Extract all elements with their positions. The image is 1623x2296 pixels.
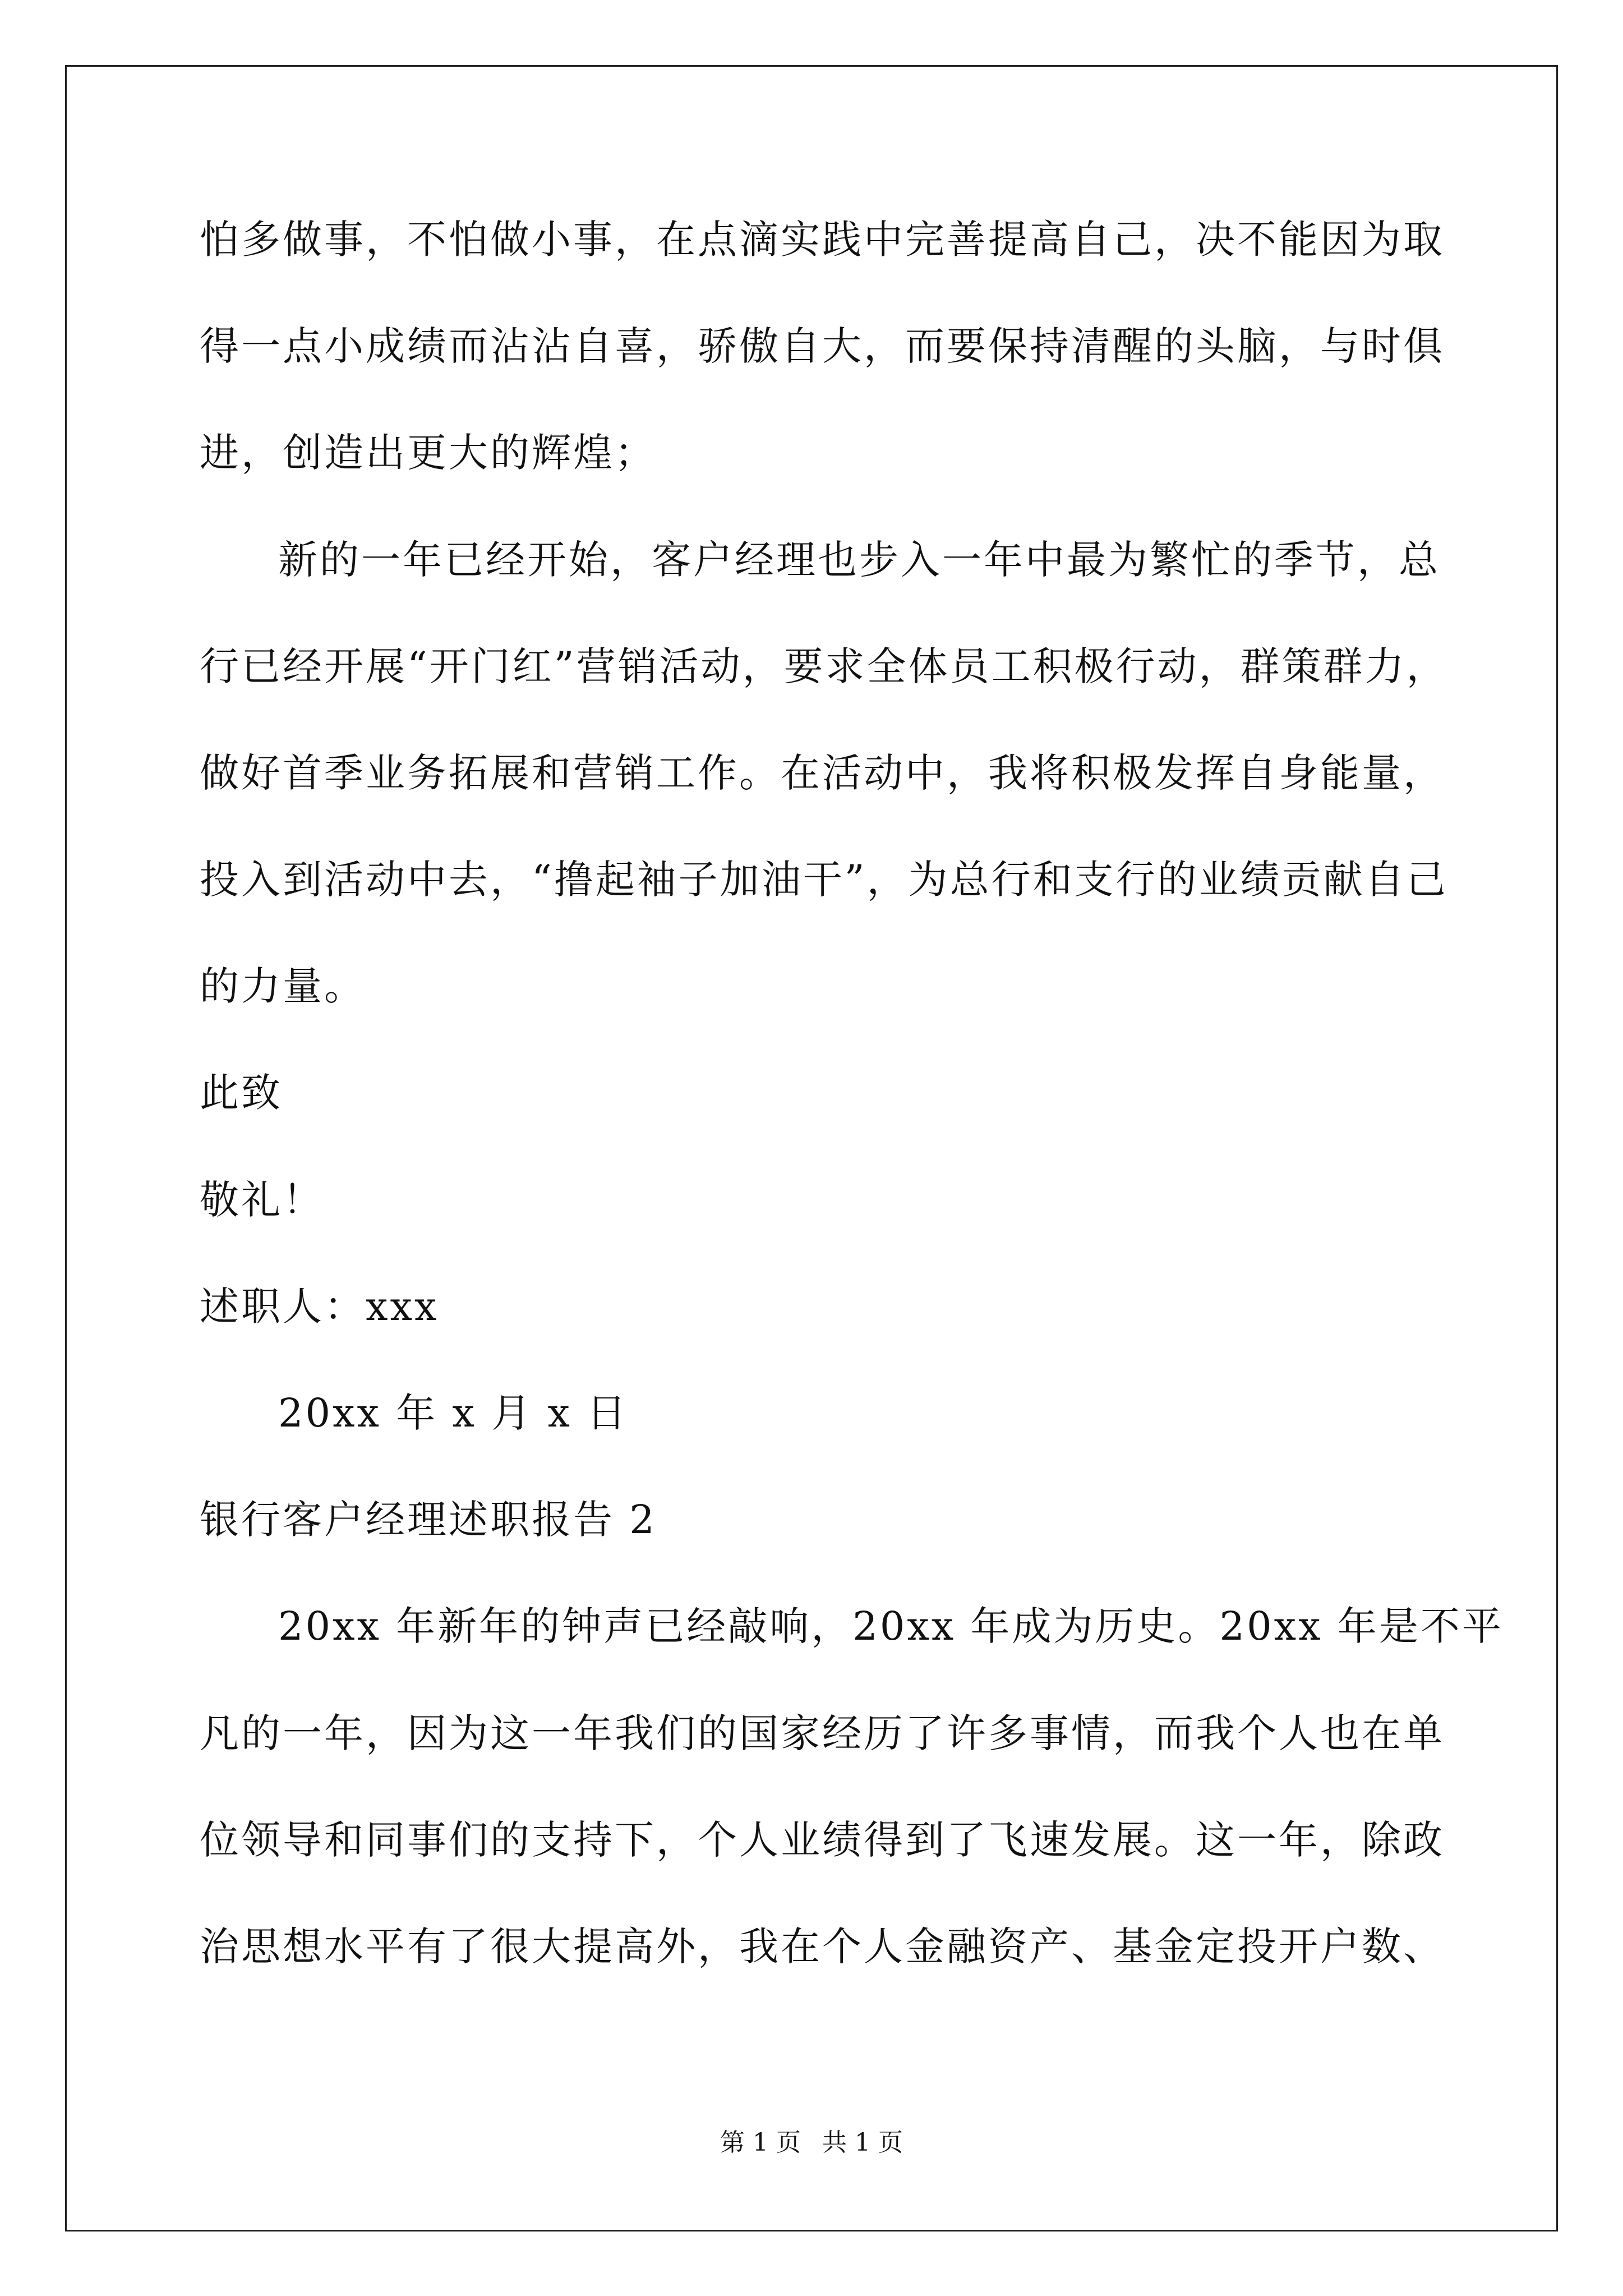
page-border [65, 65, 1558, 2231]
paragraph-line-6: 做好首季业务拓展和营销工作。在活动中，我将积极发挥自身能量， [200, 750, 1445, 796]
paragraph-line-1: 怕多做事，不怕做小事，在点滴实践中完善提高自己，决不能因为取 [200, 217, 1445, 263]
paragraph-line-7: 投入到活动中去，“撸起袖子加油干”，为总行和支行的业绩贡献自己 [200, 857, 1448, 903]
paragraph-line-10: 凡的一年，因为这一年我们的国家经历了许多事情，而我个人也在单 [200, 1710, 1445, 1756]
paragraph-line-2: 得一点小成绩而沾沾自喜，骄傲自大，而要保持清醒的头脑，与时俱 [200, 323, 1445, 369]
paragraph-line-12: 治思想水平有了很大提高外，我在个人金融资产、基金定投开户数、 [200, 1924, 1445, 1970]
page-total: 共 1 页 [822, 2128, 903, 2157]
paragraph-line-4: 新的一年已经开始，客户经理也步入一年中最为繁忙的季节，总 [278, 537, 1440, 583]
paragraph-line-11: 位领导和同事们的支持下，个人业绩得到了飞速发展。这一年，除政 [200, 1817, 1445, 1863]
paragraph-line-9: 20xx 年新年的钟声已经敲响，20xx 年成为历史。20xx 年是不平 [278, 1603, 1504, 1649]
section-heading: 银行客户经理述职报告 2 [200, 1497, 657, 1543]
report-date: 20xx 年 x 月 x 日 [278, 1390, 629, 1436]
paragraph-line-3: 进，创造出更大的辉煌； [200, 430, 656, 476]
reporter-signature: 述职人：xxx [200, 1283, 439, 1329]
paragraph-line-8: 的力量。 [200, 963, 366, 1009]
paragraph-line-5: 行已经开展“开门红”营销活动，要求全体员工积极行动，群策群力， [200, 643, 1448, 689]
page-number: 第 1 页 [720, 2128, 801, 2157]
page-footer [0, 2126, 1623, 2160]
closing-salutation: 此致 [200, 1070, 283, 1116]
closing-regards: 敬礼！ [200, 1177, 324, 1223]
